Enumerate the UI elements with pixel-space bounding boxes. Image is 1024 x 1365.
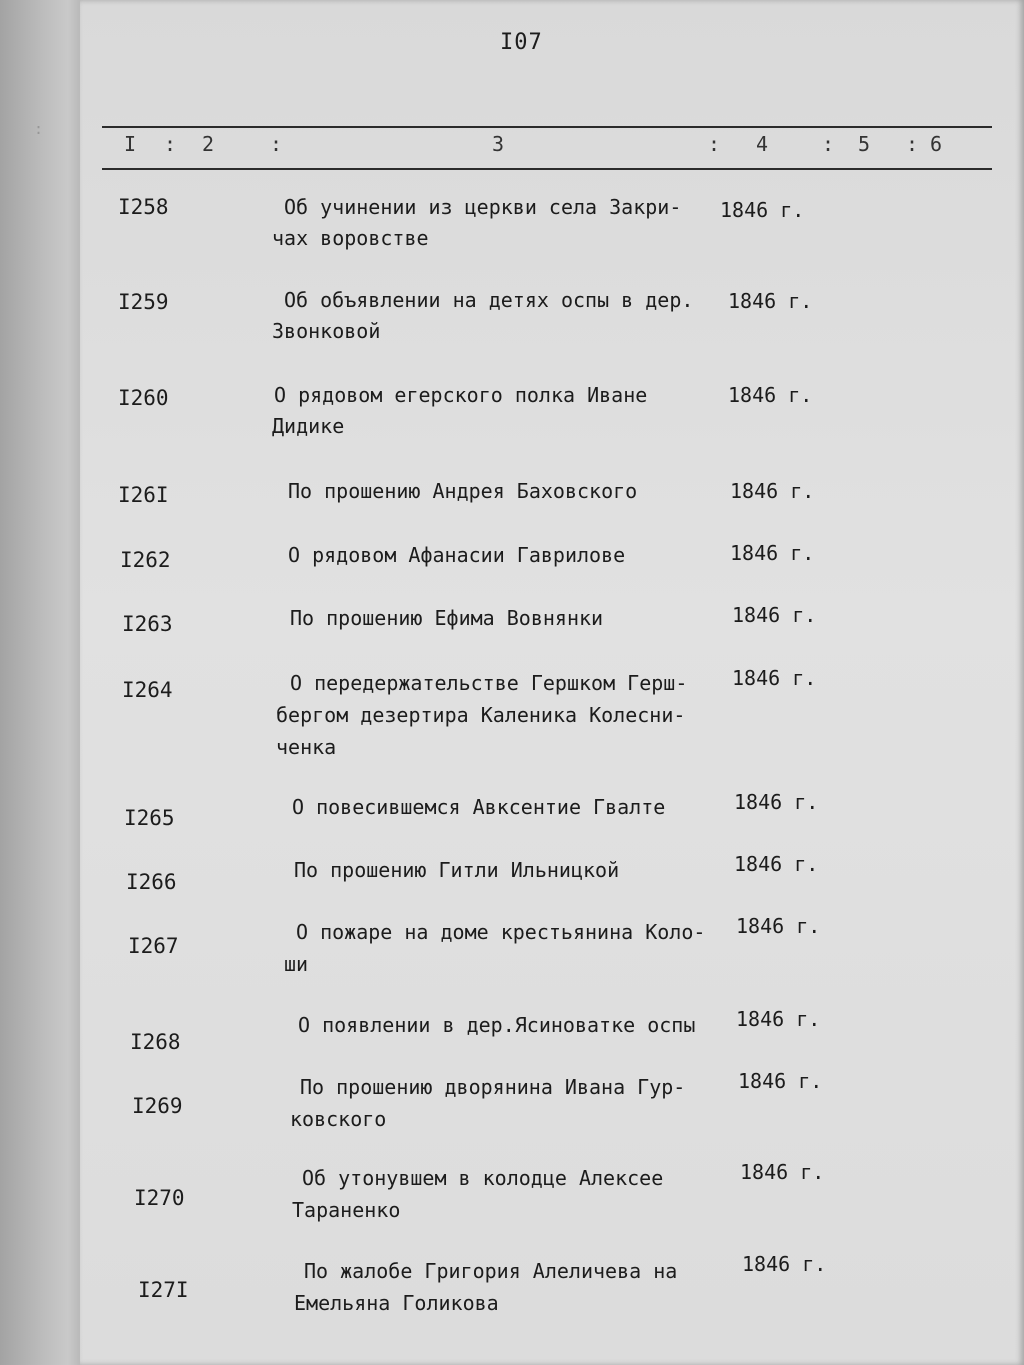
entry-number: I263 [122, 612, 173, 636]
entry-number: I258 [118, 195, 169, 219]
entry-number: I266 [126, 870, 177, 894]
entry-title-line: О появлении в дер.Ясиноватке оспы [298, 1013, 696, 1037]
entry-number: I265 [124, 806, 175, 830]
header-bottom-rule [102, 168, 992, 170]
column-1-label: I [124, 132, 137, 156]
entry-year: 1846 г. [736, 914, 821, 938]
entry-number: I270 [134, 1186, 185, 1210]
entry-number: I269 [132, 1094, 183, 1118]
entry-number: I260 [118, 386, 169, 410]
column-separator: : [822, 132, 835, 156]
entry-year: 1846 г. [738, 1069, 823, 1093]
entry-number: I268 [130, 1030, 181, 1054]
entry-title-line: По прошению Ефима Вовнянки [290, 606, 604, 630]
entry-year: 1846 г. [730, 541, 815, 565]
entry-title-line: Об объявлении на детях оспы в дер. [284, 288, 694, 312]
book-spine-margin [0, 0, 80, 1365]
column-3-label: 3 [492, 132, 505, 156]
entry-year: 1846 г. [732, 603, 817, 627]
column-6-label: 6 [930, 132, 943, 156]
header-top-rule [102, 126, 992, 128]
entry-title-line: Тараненко [292, 1198, 401, 1222]
entry-number: I259 [118, 290, 169, 314]
entry-title-line: О передержательстве Гершком Герш- [290, 671, 688, 695]
entry-title-line: ченка [276, 735, 337, 759]
entry-title-line: Емельяна Голикова [294, 1291, 499, 1315]
entry-year: 1846 г. [734, 790, 819, 814]
entry-title-line: Звонковой [272, 319, 381, 343]
entry-year: 1846 г. [736, 1007, 821, 1031]
entry-title-line: О пожаре на доме крестьянина Коло- [296, 920, 706, 944]
entry-year: 1846 г. [730, 479, 815, 503]
entry-year: 1846 г. [720, 198, 805, 222]
entry-title-line: По жалобе Григория Алеличева на [304, 1259, 678, 1283]
entry-number: I267 [128, 934, 179, 958]
entry-title-line: О рядовом егерского полка Иване [274, 383, 648, 407]
page-number: I07 [500, 30, 543, 55]
column-4-label: 4 [756, 132, 769, 156]
column-5-label: 5 [858, 132, 871, 156]
column-separator: : [906, 132, 919, 156]
entry-number: I27I [138, 1278, 189, 1302]
bleed-through-mark: : [34, 120, 44, 138]
entry-number: I26I [118, 483, 169, 507]
entry-year: 1846 г. [732, 666, 817, 690]
entry-year: 1846 г. [728, 383, 813, 407]
entry-title-line: чах воровстве [272, 226, 429, 250]
entry-year: 1846 г. [734, 852, 819, 876]
entry-title-line: По прошению Андрея Баховского [288, 479, 638, 503]
entry-title-line: Об утонувшем в колодце Алексее [302, 1166, 664, 1190]
column-separator: : [708, 132, 721, 156]
column-separator: : [270, 132, 283, 156]
entry-title-line: О повесившемся Авксентие Гвалте [292, 795, 666, 819]
entry-title-line: По прошению дворянина Ивана Гур- [300, 1075, 686, 1099]
entry-title-line: ковского [290, 1107, 387, 1131]
document-page [80, 0, 1024, 1365]
entry-title-line: Дидике [272, 414, 345, 438]
entry-title-line: бергом дезертира Каленика Колесни- [276, 703, 686, 727]
entry-title-line: ши [284, 952, 309, 976]
entry-number: I264 [122, 678, 173, 702]
entry-year: 1846 г. [728, 289, 813, 313]
entry-title-line: По прошению Гитли Ильницкой [294, 858, 620, 882]
entry-year: 1846 г. [740, 1160, 825, 1184]
entry-title-line: Об учинении из церкви села Закри- [284, 195, 682, 219]
column-2-label: 2 [202, 132, 215, 156]
entry-title-line: О рядовом Афанасии Гаврилове [288, 543, 626, 567]
entry-year: 1846 г. [742, 1252, 827, 1276]
column-separator: : [164, 132, 177, 156]
entry-number: I262 [120, 548, 171, 572]
